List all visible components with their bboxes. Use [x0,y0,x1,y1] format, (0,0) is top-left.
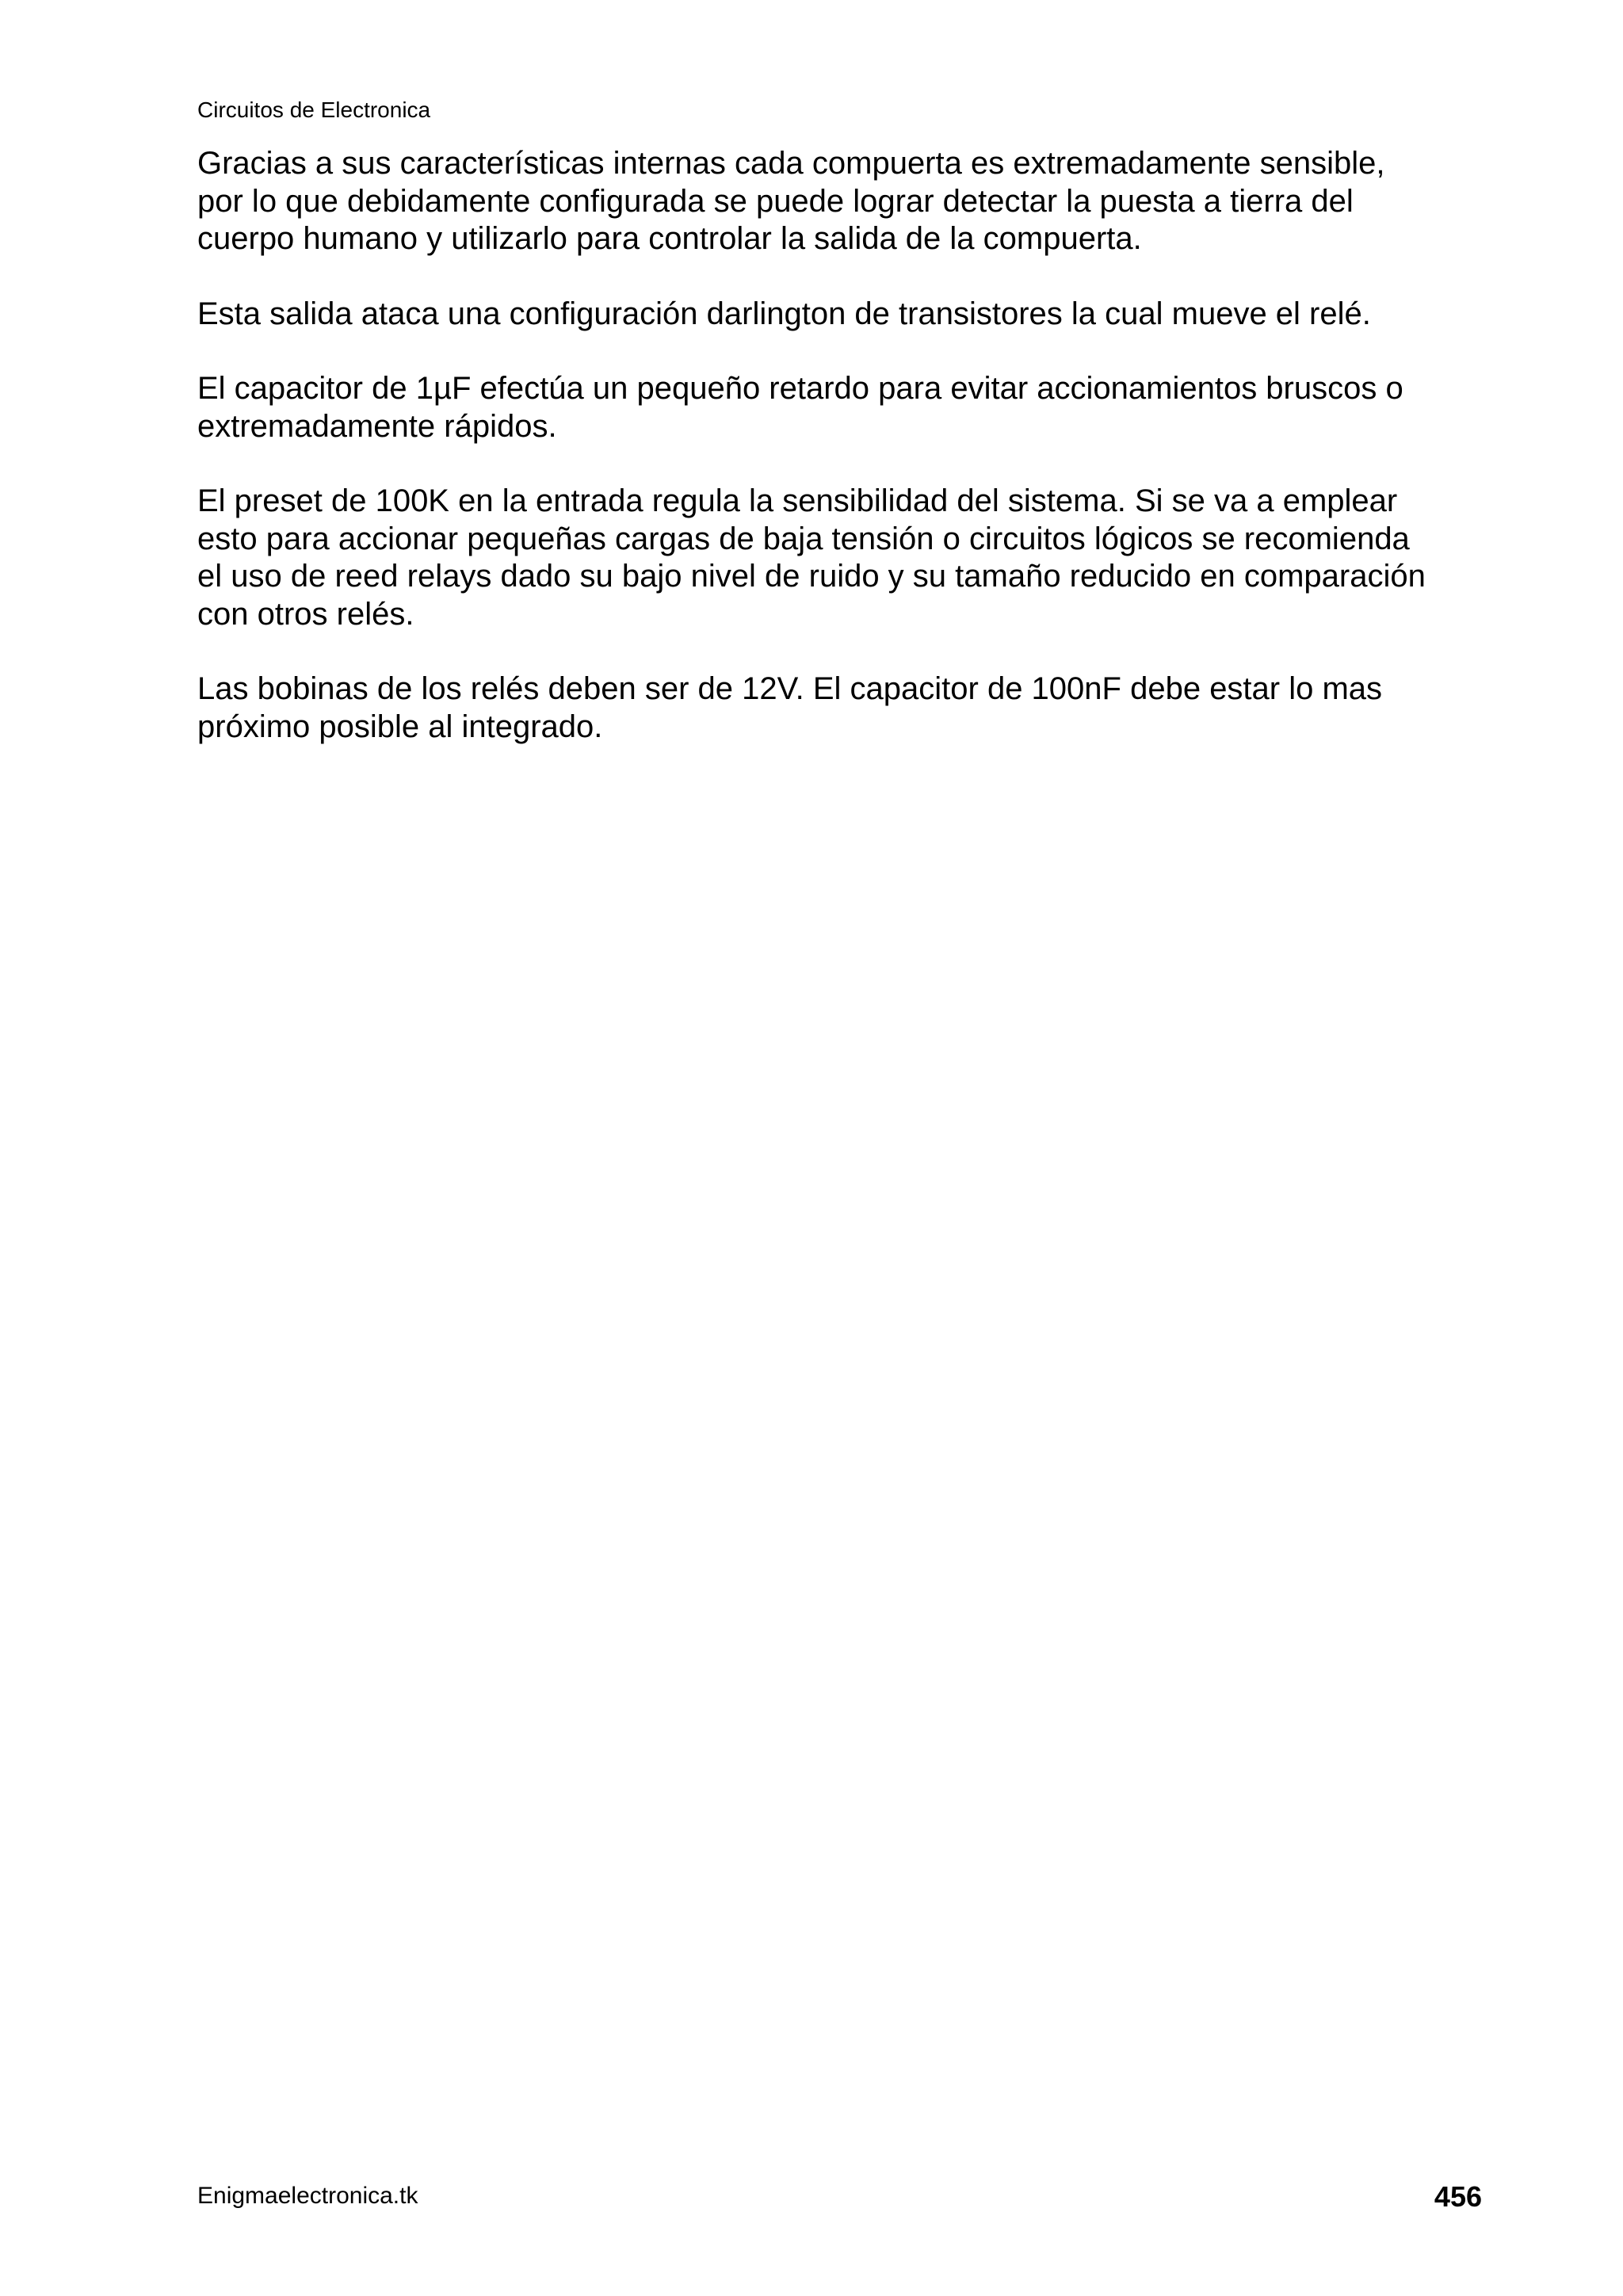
paragraph-darlington: Esta salida ataca una configuración darlington de transistores la cual mueve el relé. [197,296,1371,331]
body-text [197,145,1497,783]
paragraph-coils: Las bobinas de los relés deben ser de 12V. El capacitor de 100nF debe estar lo mas próximo posible al integrado. [197,671,1383,744]
paragraph-capacitor-delay: El capacitor de 1µF efectúa un pequeño retardo para evitar accionamientos bruscos o extremadamente rápidos. [197,371,1403,444]
footer-site: Enigmaelectronica.tk [197,2183,418,2209]
running-header: Circuitos de Electronica [197,97,431,122]
page-number: 456 [1434,2180,1482,2213]
paragraph-preset: El preset de 100K en la entrada regula la sensibilidad del sistema. Si se va a emplear esto para accionar pequeñas cargas de baja tensión o circuitos lógicos se recomienda el uso de reed relays dado su bajo nivel de ruido y su tamaño reducido en comparación con otros relés. [197,483,1426,632]
paragraph-sensitivity: Gracias a sus características internas cada compuerta es extremadamente sensible, por lo que debidamente configurada se puede lograr detectar la puesta a tierra del cuerpo humano y utilizarlo para controlar la salida de la compuerta. [197,146,1385,256]
